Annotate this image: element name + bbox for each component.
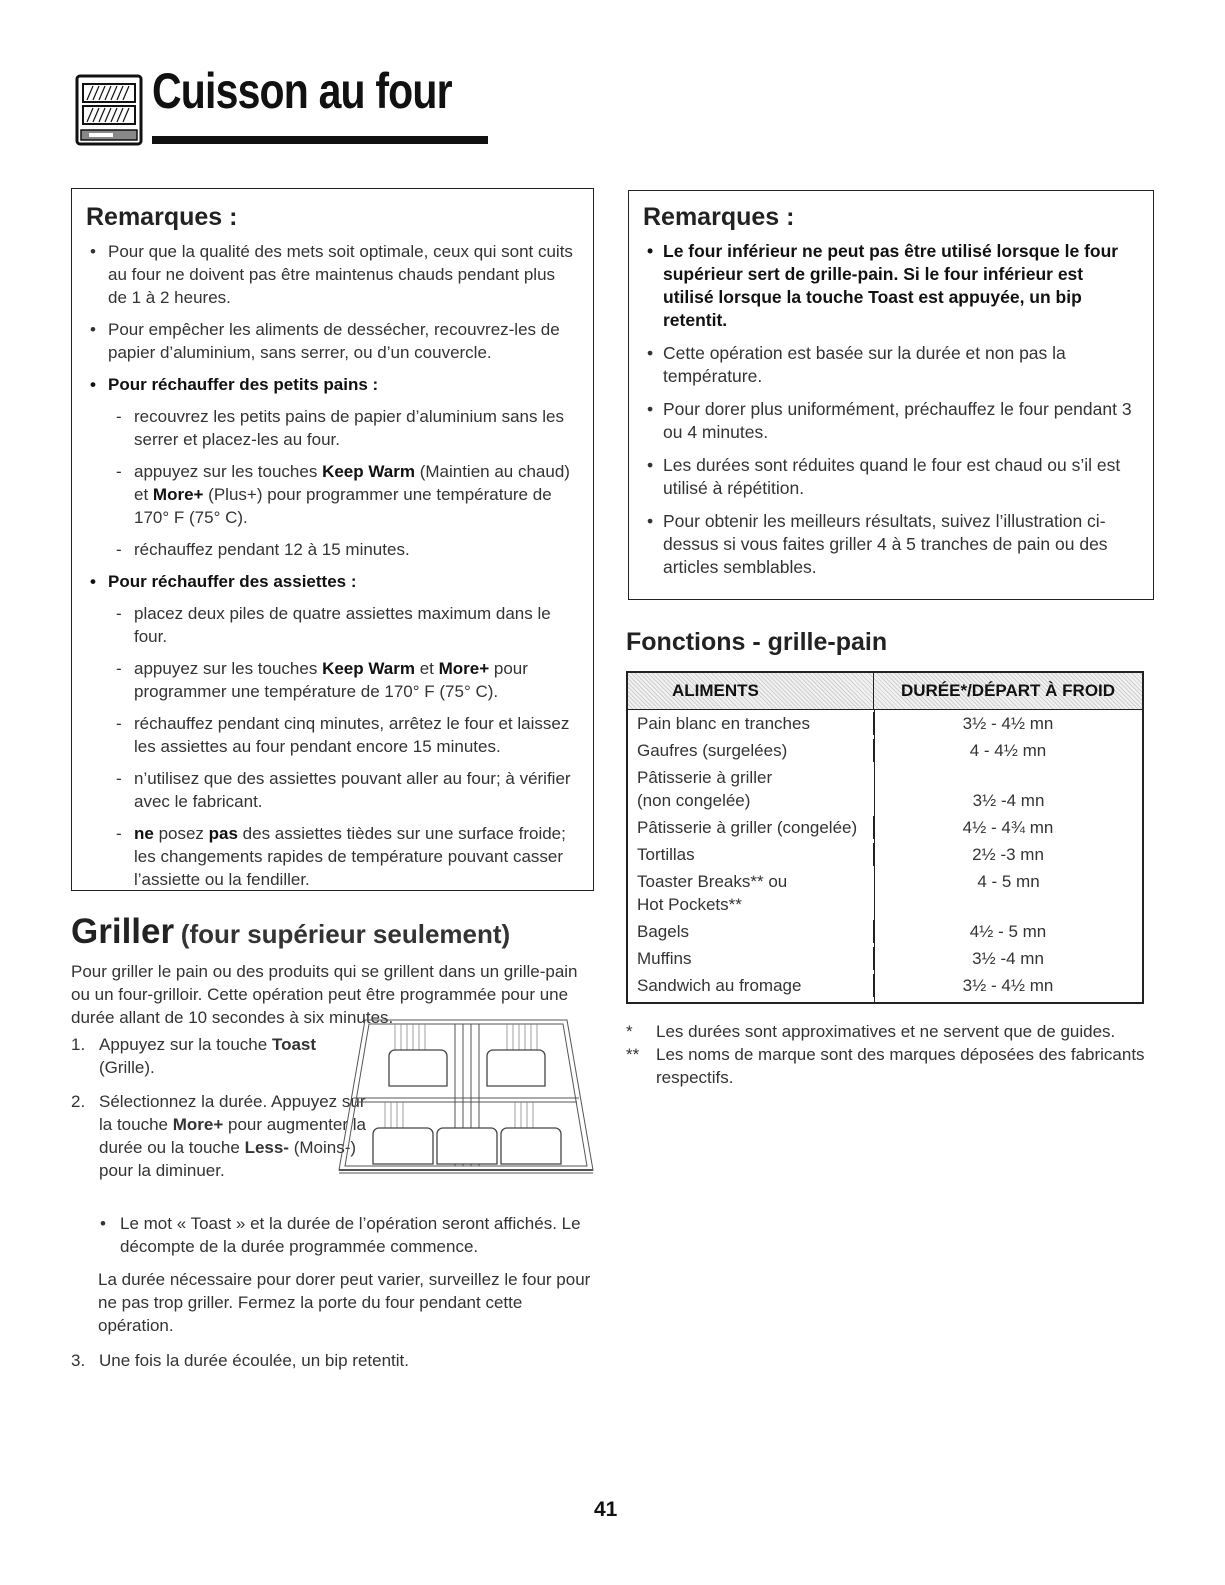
left-note-2: • Pour empêcher les aliments de dessécher, recouvrez-les de papier d’aluminium, sans serrer, ou d’un couvercle.	[86, 318, 577, 364]
left-note-plates: • Pour réchauffer des assiettes :	[86, 570, 577, 593]
left-note-plates-4: - n’utilisez que des assiettes pouvant aller au four; à vérifier avec le fabricant.	[86, 767, 577, 813]
table-heading: Fonctions - grille-pain	[626, 628, 888, 656]
title-rule	[152, 136, 488, 144]
table-row	[628, 739, 1142, 762]
table-cell-time: 2½ -3 mn	[972, 845, 1044, 864]
oven-icon	[75, 74, 143, 148]
column-divider	[874, 709, 875, 1002]
right-note-2: • Cette opération est basée sur la durée et non pas la température.	[643, 342, 1137, 388]
table-cell-food: Toaster Breaks** ou Hot Pockets**	[637, 872, 788, 914]
table-cell-food: Tortillas	[628, 843, 874, 866]
table-cell-food: Pâtisserie à griller (congelée)	[628, 816, 874, 839]
table-row	[628, 947, 1142, 970]
step-3-number: 3.	[71, 1351, 86, 1370]
griller-intro: Pour griller le pain ou des produits qui se grillent dans un grille-pain ou un four-grilloir. Cette opération peut être programmée pour une durée allant de 10 secondes à six minutes.	[71, 962, 578, 1027]
table-row	[628, 766, 1142, 812]
page-number: 41	[594, 1498, 618, 1521]
column-header-time: DURÉE*/DÉPART À FROID	[900, 681, 1116, 700]
left-note-rolls-1: - recouvrez les petits pains de papier d’aluminium sans les serrer et placez-les au four.	[86, 405, 577, 451]
table-cell-time: 4 - 4½ mn	[969, 741, 1047, 760]
griller-subtitle: (four supérieur seulement)	[180, 919, 511, 949]
table-row	[628, 870, 1142, 916]
right-notes-heading: Remarques :	[643, 203, 795, 231]
table-cell-time: 3½ - 4½ mn	[962, 714, 1054, 733]
footnote	[626, 1020, 1146, 1043]
table-cell-time: 4½ - 4¾ mn	[962, 818, 1054, 837]
footnote	[626, 1043, 1146, 1089]
toast-rack-illustration	[335, 1010, 597, 1176]
left-note-plates-2: - appuyez sur les touches Keep Warm et More+ pour programmer une température de 170° F (75° C).	[86, 657, 577, 703]
step-2: 2. Sélectionnez la durée. Appuyez sur la touche More+ pour augmenter la durée ou la touche Less- (Moins-) pour la diminuer.	[71, 1092, 366, 1180]
griller-heading	[71, 912, 510, 952]
right-note-3: • Pour dorer plus uniformément, préchauffez le four pendant 3 ou 4 minutes.	[643, 398, 1137, 444]
footnote-mark: *	[626, 1022, 633, 1041]
right-note-5: • Pour obtenir les meilleurs résultats, suivez l’illustration ci-dessus si vous faites griller 4 à 5 tranches de pain ou des articles semblables.	[643, 510, 1137, 579]
table-header	[628, 673, 1142, 710]
left-note-rolls: • Pour réchauffer des petits pains :	[86, 373, 577, 396]
step-3: 3. Une fois la durée écoulée, un bip retentit.	[71, 1351, 409, 1370]
table-row	[628, 843, 1142, 866]
right-note-4: • Les durées sont réduites quand le four est chaud ou s’il est utilisé à répétition.	[643, 454, 1137, 500]
page-title: Cuisson au four	[152, 63, 452, 119]
table-row	[628, 816, 1142, 839]
table-cell-food: Gaufres (surgelées)	[628, 739, 874, 762]
step-1-number: 1.	[71, 1035, 86, 1054]
griller-title: Griller	[71, 912, 175, 951]
table-cell-time: 3½ -4 mn	[972, 949, 1044, 968]
table-cell-food: Sandwich au fromage	[628, 974, 874, 997]
right-note-1: • Le four inférieur ne peut pas être utilisé lorsque le four supérieur sert de grille-pain. Si le four inférieur est utilisé lorsque la touche Toast est appuyée, un bip retentit.	[643, 240, 1137, 332]
left-note-plates-3: - réchauffez pendant cinq minutes, arrêtez le four et laissez les assiettes au four pendant encore 15 minutes.	[86, 712, 577, 758]
right-notes-box	[628, 190, 1154, 600]
table-row	[628, 920, 1142, 943]
table-cell-time: 3½ -4 mn	[972, 791, 1045, 810]
table-row	[628, 974, 1142, 1003]
table-cell-food: Bagels	[628, 920, 874, 943]
left-notes-box	[71, 188, 594, 891]
footnotes	[626, 1020, 1146, 1089]
left-note-plates-5: - ne posez pas des assiettes tièdes sur une surface froide; les changements rapides de température pouvant casser l’assiette ou la fendiller.	[86, 822, 577, 891]
table-cell-food: Muffins	[628, 947, 874, 970]
footnote-mark: **	[626, 1045, 640, 1064]
table-cell-time: 4 - 5 mn	[977, 872, 1040, 891]
table-cell-time: 3½ - 4½ mn	[962, 976, 1054, 995]
table-cell-food: Pâtisserie à griller (non congelée)	[637, 768, 773, 810]
step-2-number: 2.	[71, 1092, 86, 1111]
column-header-food: ALIMENTS	[628, 673, 874, 709]
left-note-rolls-2: - appuyez sur les touches Keep Warm (Maintien au chaud) et More+ (Plus+) pour programmer une température de 170° F (75° C).	[86, 460, 577, 529]
left-note-rolls-3: - réchauffez pendant 12 à 15 minutes.	[86, 538, 577, 561]
table-cell-food: Pain blanc en tranches	[628, 712, 874, 735]
table-body	[628, 710, 1142, 1003]
toast-table	[626, 671, 1144, 1004]
step-1: 1. Appuyez sur la touche Toast (Grille).	[71, 1035, 317, 1077]
left-notes-heading: Remarques :	[86, 203, 238, 231]
footnote-text: Les noms de marque sont des marques déposées des fabricants respectifs.	[656, 1045, 1145, 1087]
footnote-text: Les durées sont approximatives et ne servent que de guides.	[656, 1022, 1116, 1041]
table-cell-time: 4½ - 5 mn	[969, 922, 1047, 941]
left-note-1: • Pour que la qualité des mets soit optimale, ceux qui sont cuits au four ne doivent pas être maintenus chauds pendant plus de 1 à 2 heures.	[86, 240, 577, 309]
step-2-note: La durée nécessaire pour dorer peut varier, surveillez le four pour ne pas trop griller. Fermez la porte du four pendant cette opération.	[98, 1270, 591, 1335]
step-2-bullet: • Le mot « Toast » et la durée de l’opération seront affichés. Le décompte de la durée programmée commence.	[98, 1212, 610, 1258]
left-note-plates-1: - placez deux piles de quatre assiettes maximum dans le four.	[86, 602, 577, 648]
table-row	[628, 712, 1142, 735]
